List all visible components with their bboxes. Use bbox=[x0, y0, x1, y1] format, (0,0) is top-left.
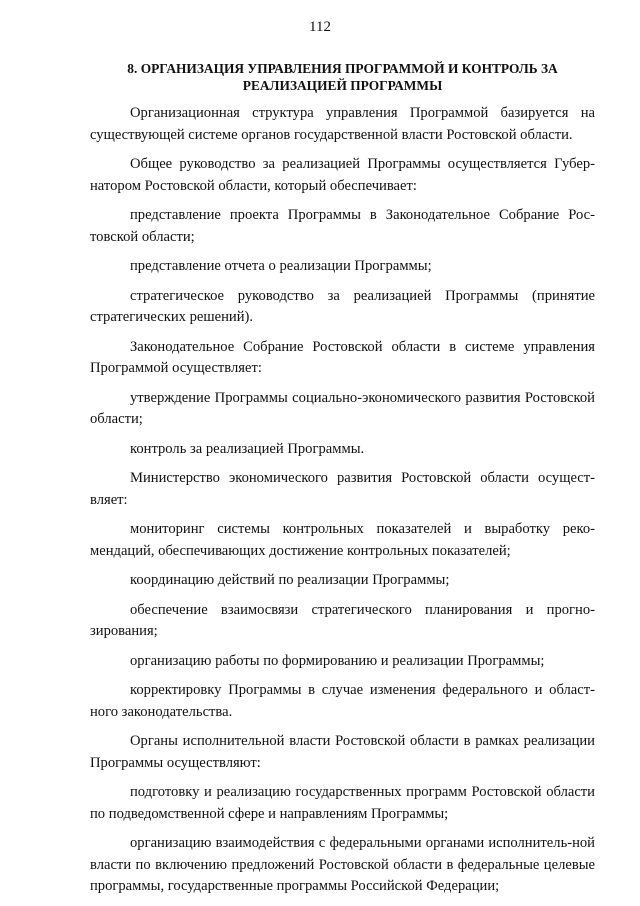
paragraph-work-organization: организацию работы по формированию и реализации Программы; bbox=[130, 652, 545, 669]
paragraph-executive-bodies: Органы исполнительной власти Ростовской области в рамках реализации Программы осуществляют: bbox=[90, 733, 595, 771]
section-heading bbox=[90, 60, 595, 94]
paragraph-project-submission: представление проекта Программы в Законодательное Собрание Рос-товской области; bbox=[90, 207, 595, 245]
paragraph-planning-link: обеспечение взаимосвязи стратегического планирования и прогно-зирования; bbox=[90, 601, 595, 639]
document-body bbox=[90, 103, 595, 906]
paragraph-coordination: координацию действий по реализации Программы; bbox=[130, 572, 450, 588]
paragraph-ministry: Министерство экономического развития Ростовской области осущест-вляет: bbox=[90, 470, 595, 508]
paragraph-control: контроль за реализацией Программы. bbox=[130, 440, 365, 457]
paragraph-legislative-assembly: Законодательное Собрание Ростовской области в системе управления Программой осуществляет: bbox=[90, 338, 595, 376]
page-number: 112 bbox=[309, 19, 331, 35]
paragraph-adjustment: корректировку Программы в случае изменения федерального и област-ного законодательства. bbox=[90, 682, 595, 720]
paragraph-federal-interaction: организацию взаимодействия с федеральными органами исполнитель-ной власти по включению предложений Ростовской области в федеральные целевые программы, государственные программы Российской Федерации; bbox=[90, 835, 595, 894]
paragraph-monitoring: мониторинг системы контрольных показателей и выработку реко-мендаций, обеспечивающих достижение контрольных показателей; bbox=[90, 521, 595, 559]
section-heading-line-1: 8. ОРГАНИЗАЦИЯ УПРАВЛЕНИЯ ПРОГРАММОЙ И КОНТРОЛЬ ЗА bbox=[127, 61, 558, 76]
paragraph-approval: утверждение Программы социально-экономического развития Ростовской области; bbox=[90, 389, 595, 427]
paragraph-report-submission: представление отчета о реализации Программы; bbox=[130, 258, 432, 274]
section-heading-line-2: РЕАЛИЗАЦИЕЙ ПРОГРАММЫ bbox=[242, 78, 443, 93]
paragraph-strategic-management: стратегическое руководство за реализацией Программы (принятие стратегических решений). bbox=[90, 287, 595, 325]
paragraph-state-programs: подготовку и реализацию государственных программ Ростовской области по подведомственной сфере и направлениям Программы; bbox=[90, 784, 595, 822]
paragraph-general-management: Общее руководство за реализацией Программы осуществляется Губер-натором Ростовской области, который обеспечивает: bbox=[90, 156, 595, 194]
paragraph-org-structure: Организационная структура управления Программой базируется на существующей системе органов государственной власти Ростовской области. bbox=[90, 105, 595, 143]
